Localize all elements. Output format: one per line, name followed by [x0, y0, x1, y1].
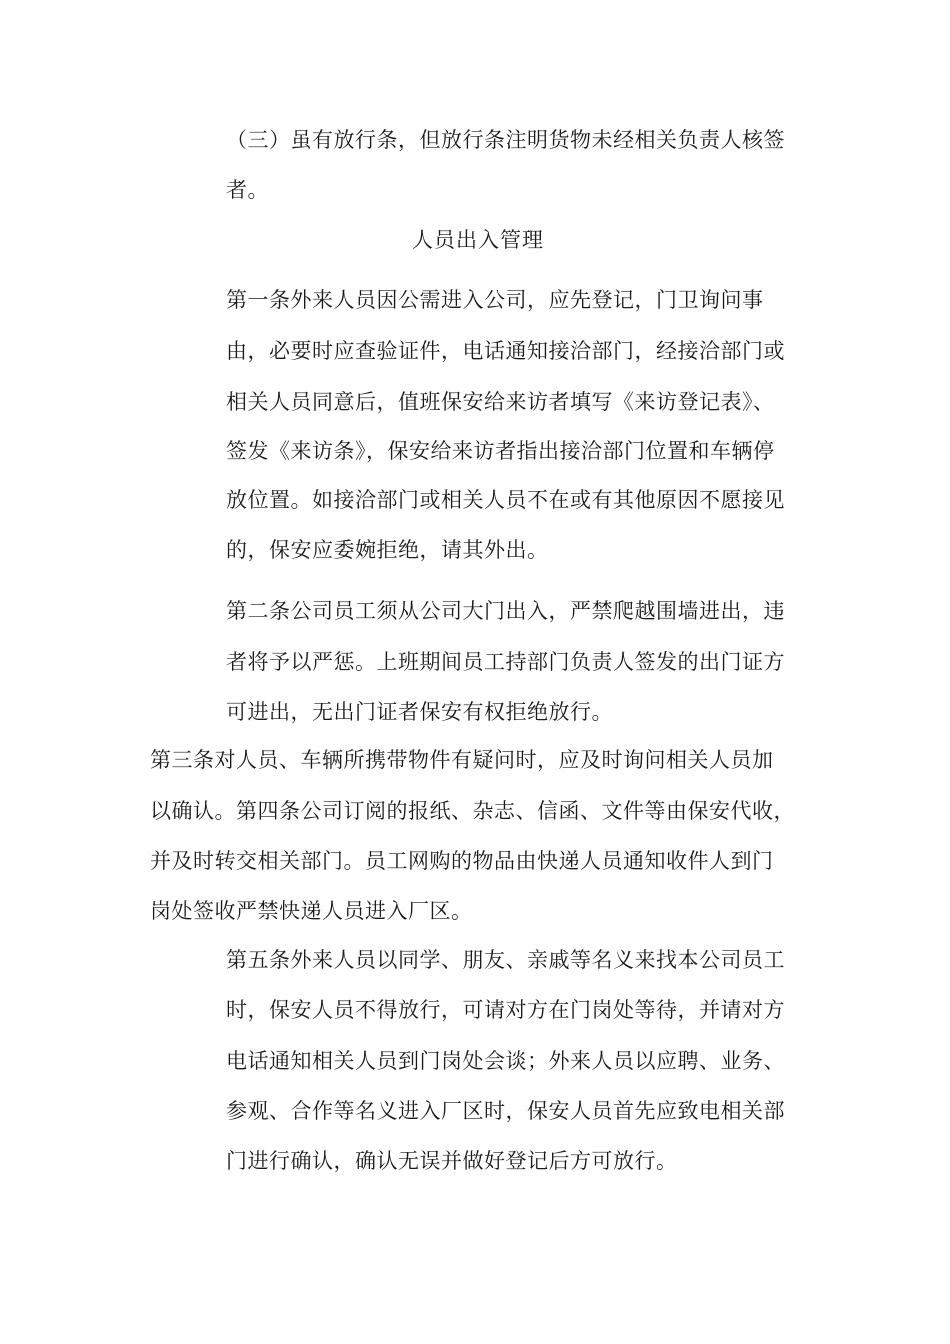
- article-1-line-4: 签发《来访条》，保安给来访者指出接洽部门位置和车辆停: [226, 439, 775, 463]
- article-1-line-5: 放位置。如接洽部门或相关人员不在或有其他原因不愿接见: [226, 488, 785, 512]
- article-3-4-line-1: 第三条对人员、车辆所携带物件有疑问时，应及时询问相关人员加: [150, 748, 774, 772]
- article-1-line-6: 的，保安应委婉拒绝，请其外出。: [226, 538, 549, 562]
- article-3-4-line-4: 岗处签收严禁快递人员进入厂区。: [150, 899, 473, 923]
- article-5-line-2: 时，保安人员不得放行，可请对方在门岗处等待，并请对方: [226, 998, 785, 1022]
- article-3-4-line-3: 并及时转交相关部门。员工网购的物品由快递人员通知收件人到门: [150, 849, 774, 873]
- article-2-line-2: 者将予以严惩。上班期间员工持部门负责人签发的出门证方: [226, 650, 785, 674]
- article-5-line-4: 参观、合作等名义进入厂区时，保安人员首先应致电相关部: [226, 1099, 785, 1123]
- article-5-line-1: 第五条外来人员以同学、朋友、亲戚等名义来找本公司员工: [226, 948, 785, 972]
- article-1-line-3: 相关人员同意后，值班保安给来访者填写《来访登记表》、: [226, 390, 775, 414]
- article-2-line-3: 可进出，无出门证者保安有权拒绝放行。: [226, 700, 613, 724]
- article-3-4-line-2: 以确认。第四条公司订阅的报纸、杂志、信函、文件等由保安代收，: [150, 799, 795, 823]
- clause-item-3-line-1: （三）虽有放行条，但放行条注明货物未经相关负责人核签: [226, 128, 785, 152]
- article-5-line-5: 门进行确认，确认无误并做好登记后方可放行。: [226, 1149, 678, 1173]
- clause-item-3-line-2: 者。: [226, 178, 269, 202]
- article-2-line-1: 第二条公司员工须从公司大门出入，严禁爬越围墙进出，违: [226, 599, 785, 623]
- section-title: 人员出入管理: [412, 228, 544, 252]
- article-1-line-2: 由，必要时应查验证件，电话通知接洽部门，经接洽部门或: [226, 339, 785, 363]
- article-5-line-3: 电话通知相关人员到门岗处会谈；外来人员以应聘、业务、: [226, 1049, 785, 1073]
- article-1-line-1: 第一条外来人员因公需进入公司，应先登记，门卫询问事: [226, 288, 764, 312]
